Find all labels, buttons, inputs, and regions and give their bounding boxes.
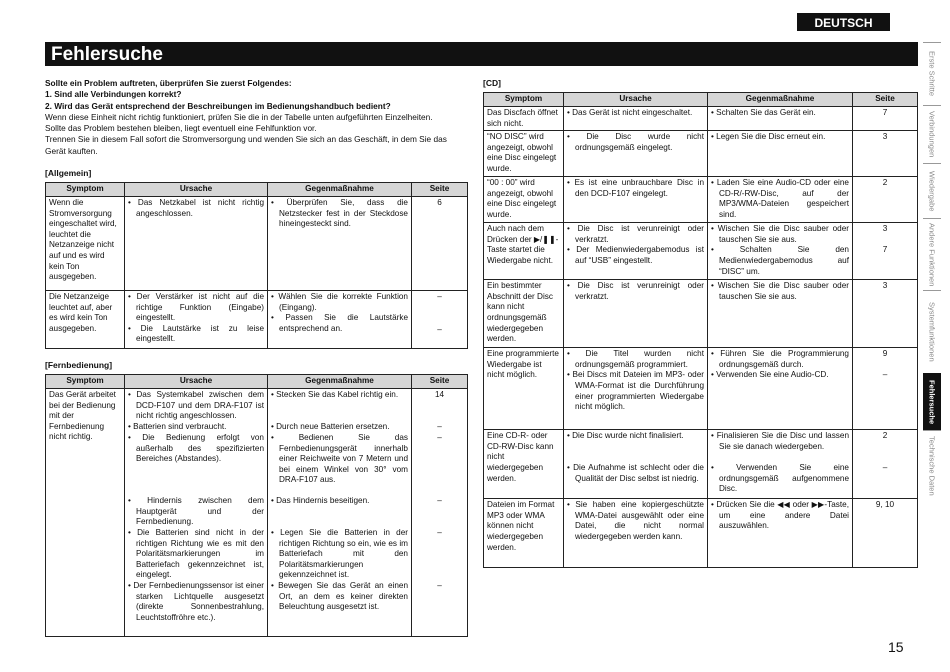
page-ref: – [437,292,442,301]
page-cell [853,223,918,280]
symptom-cell: Dateien im Format MP3 oder WMA können nicht wiedergegeben werden. [484,499,564,568]
bullet: • Führen Sie die Programmierung ordnungsgemäß durch. [711,349,849,369]
side-tabs [923,42,941,500]
cause-cell [564,499,708,568]
tab-label: Systemfunktionen [927,302,937,362]
table-row [484,223,918,280]
page-cell [853,280,918,348]
skip-back-icon: ◀◀ [777,500,791,510]
section-heading-cd: [CD] [483,78,501,88]
skip-forward-icon: ▶▶ [811,500,825,510]
play-pause-icon: ▶/❚❚ [533,234,556,244]
header-ursache: Ursache [564,93,708,107]
remedy-cell [268,291,412,349]
intro-bold-line: Sollte ein Problem auftreten, überprüfen Sie zuerst Folgendes: [45,78,292,88]
page-ref: 9 [882,349,888,359]
remedy-cell [708,430,853,499]
bullet: • Die Batterien sind nicht in der richtigen Richtung wie es mit den Polaritätsmarkierungen im Batteriefach gekennzeichnet ist, eingelegt. [128,528,264,580]
page-title: Fehlersuche [45,42,918,66]
bullet: • Die Titel wurden nicht ordnungsgemäß programmiert. [567,349,704,369]
page-ref: 2 [882,431,888,441]
intro-bold-line: 1. Sind alle Verbindungen korrekt? [45,89,182,100]
bullet: • Bewegen Sie das Gerät an einen Ort, an dem es keiner direkten Beleuchtung ausgesetzt ist. [271,581,408,612]
page-ref: 7 [882,245,888,255]
remedy-cell [268,197,412,291]
bullet: • Die Disc ist verunreinigt oder verkratzt. [567,281,704,301]
tab-andere-funktionen[interactable] [923,218,941,290]
cause-cell [564,280,708,348]
page-cell [853,499,918,568]
table-row [484,499,918,568]
table-header-row [46,375,468,389]
cause-cell [564,348,708,430]
header-seite: Seite [853,93,918,107]
intro-line: Wenn diese Einheit nicht richtig funktioniert, prüfen Sie die in der Tabelle unten aufgeführten Einzelheiten. [45,111,433,122]
table-row [484,131,918,177]
remedy-cell [708,348,853,430]
remedy-cell [708,131,853,177]
bullet: • Der Fernbedienungssensor ist einer starken Lichtquelle ausgesetzt (direkte Sonnenbestrahlung, Leuchtstoffröhre etc.). [128,581,264,622]
symptom-cell: Eine programmierte Wiedergabe ist nicht möglich. [484,348,564,430]
bullet: • Überprüfen Sie, dass die Netzstecker fest in der Steckdose hineingesteckt sind. [271,198,408,229]
page-number: 15 [888,639,904,655]
page-cell [853,131,918,177]
symptom-cell: Das Discfach öffnet sich nicht. [484,107,564,131]
tab-label: Verbindungen [927,111,937,158]
remedy-cell [708,177,853,223]
bullet: • Bedienen Sie das Fernbedienungsgerät innerhalb einer Reichweite von 7 Metern und bei einem Winkel von 30° vom DRA-F107 aus. [271,433,408,485]
header-gegen: Gegenmaßnahme [708,93,853,107]
table-row [484,280,918,348]
bullet: • Schalten Sie den Medienwiedergabemodus auf “DISC” um. [711,245,849,276]
page-cell [412,197,468,291]
intro-line: Sollte das Problem bestehen bleiben, liegt eventuell eine Fehlfunktion vor. [45,123,317,134]
bullet: • Drücken Sie die ◀◀ oder ▶▶-Taste, um eine andere Datei auszuwählen. [711,500,849,531]
header-gegen: Gegenmaßnahme [268,183,412,197]
bullet: • Finalisieren Sie die Disc und lassen Sie sie danach wiedergeben. [711,431,849,451]
page-cell [853,107,918,131]
bullet: • Bei Discs mit Dateien im MP3- oder WMA-Format ist die Durchführung einer programmierten Wiedergabe nicht möglich. [567,370,704,412]
bullet: • Wählen Sie die korrekte Funktion (Eingang). [271,292,408,312]
page-ref: – [437,581,442,590]
cause-cell [125,389,268,637]
bullet: • Wischen Sie die Disc sauber oder tauschen Sie sie aus. [711,224,849,244]
bullet: • Legen Sie die Disc erneut ein. [711,132,826,142]
page-ref: 7 [882,108,888,117]
header-ursache: Ursache [125,375,268,389]
bullet: • Passen Sie die Lautstärke entsprechend an. [271,313,408,333]
bullet: • Laden Sie eine Audio-CD oder eine CD-R/-RW-Disc, auf der MP3/WMA-Dateien gespeichert sind. [711,178,849,219]
tab-label: Andere Funktionen [927,222,937,287]
bullet: • Der Verstärker ist nicht auf die richtige Funktion (Eingabe) eingestellt. [128,292,264,323]
page-ref: 3 [882,224,888,234]
table-cd [483,92,918,568]
table-header-row [484,93,918,107]
symptom-cell: Eine CD-R- oder CD-RW-Disc kann nicht wiedergegeben werden. [484,430,564,499]
page-ref: 3 [882,132,888,142]
symptom-cell [484,223,564,280]
bullet: • Die Aufnahme ist schlecht oder die Qualität der Disc selbst ist niedrig. [567,463,704,483]
section-heading-fernbedienung: [Fernbedienung] [45,360,113,370]
page-ref: – [437,324,442,334]
bullet: • Stecken Sie das Kabel richtig ein. [271,390,399,399]
page-cell [412,291,468,349]
symptom-cell: “NO DISC” wird angezeigt, obwohl eine Disc eingelegt wurde. [484,131,564,177]
cause-cell [564,430,708,499]
table-row [46,291,468,349]
page-ref: – [437,528,442,537]
intro-bold-line: 2. Wird das Gerät entsprechend der Beschreibungen im Bedienungshandbuch bedient? [45,100,391,111]
page-ref: 6 [437,198,442,207]
tab-label: Technische Daten [927,435,937,496]
header-ursache: Ursache [125,183,268,197]
page-cell [412,389,468,637]
symptom-cell: Die Netzanzeige leuchtet auf, aber es wird kein Ton ausgegeben. [46,291,125,349]
bullet: • Der Medienwiedergabemodus ist auf “USB” eingestellt. [567,245,704,265]
remedy-text: -Taste, um eine andere Datei auszuwählen. [719,500,849,531]
bullet: • Hindernis zwischen dem Hauptgerät und der Fernbedienung. [128,496,264,527]
bullet: • Batterien sind verbraucht. [128,422,227,431]
cause-cell [564,131,708,177]
table-header-row [46,183,468,197]
bullet: • Schalten Sie das Gerät ein. [711,108,816,117]
tab-label: Fehlersuche [927,379,937,425]
tab-verbindungen[interactable] [923,105,941,163]
header-symptom: Symptom [46,375,125,389]
tab-fehlersuche[interactable] [923,373,941,430]
table-row [484,348,918,430]
page-ref: 3 [882,281,888,291]
symptom-text: -Taste startet die Wiedergabe nicht. [487,234,559,265]
cause-cell [564,107,708,131]
bullet: • Das Netzkabel ist nicht richtig angeschlossen. [128,198,264,218]
table-row [484,107,918,131]
table-allgemein [45,182,468,349]
page-ref: – [437,496,442,505]
page-ref: – [437,433,442,442]
bullet: • Die Disc ist verunreinigt oder verkratzt. [567,224,704,244]
bullet: • Wischen Sie die Disc sauber oder tauschen Sie sie aus. [711,281,849,301]
page-ref: – [882,370,888,380]
tab-erste-schritte[interactable] [923,42,941,105]
cause-cell [564,223,708,280]
bullet: • Das Hindernis beseitigen. [271,496,370,505]
page-cell [853,348,918,430]
header-seite: Seite [412,375,468,389]
table-fernbedienung [45,374,468,637]
table-row [46,389,468,637]
page-ref: 14 [434,390,445,399]
header-symptom: Symptom [484,93,564,107]
table-row [484,430,918,499]
page-ref: 9, 10 [875,500,895,510]
tab-systemfunktionen[interactable] [923,290,941,373]
bullet: • Die Disc wurde nicht finalisiert. [567,431,684,441]
remedy-cell [708,499,853,568]
tab-technische-daten[interactable] [923,430,941,500]
tab-label: Wiedergabe [927,170,937,212]
remedy-cell [708,280,853,348]
page-ref: – [437,422,442,431]
cause-cell [564,177,708,223]
table-row [46,197,468,291]
remedy-cell [268,389,412,637]
page-cell [853,177,918,223]
bullet: • Sie haben eine kopiergeschützte WMA-Datei ausgewählt oder eine Datei, die nicht normal wiedergegeben werden kann. [567,500,704,541]
page-cell [853,430,918,499]
bullet: • Die Bedienung erfolgt von außerhalb des spezifizierten Bereiches (Abstandes). [128,433,264,464]
page-ref: – [882,463,888,473]
remedy-cell [708,223,853,280]
bullet: • Verwenden Sie eine ordnungsgemäß aufgenommene Disc. [711,463,849,494]
table-row [484,177,918,223]
header-seite: Seite [412,183,468,197]
bullet: • Die Lautstärke ist zu leise eingestellt. [128,323,264,344]
cause-cell [125,197,268,291]
bullet: • Durch neue Batterien ersetzen. [271,422,390,431]
bullet: • Das Systemkabel zwischen dem DCD-F107 und dem DRA-F107 ist nicht richtig angeschlossen. [128,390,264,421]
remedy-cell [708,107,853,131]
section-heading-allgemein: [Allgemein] [45,168,92,178]
symptom-cell: Das Gerät arbeitet bei der Bedienung mit der Fernbedienung nicht richtig. [46,389,125,637]
bullet: • Verwenden Sie eine Audio-CD. [711,370,829,380]
intro-line: Trennen Sie in diesem Fall sofort die Stromversorgung und wenden Sie sich an das Geschäft, in dem Sie das Gerät kauften. [45,134,447,156]
symptom-text: Auch nach dem Drücken der [487,224,544,244]
remedy-text: Drücken Sie die [716,500,778,510]
page-ref: 2 [882,178,888,188]
header-gegen: Gegenmaßnahme [268,375,412,389]
header-symptom: Symptom [46,183,125,197]
bullet: • Das Gerät ist nicht eingeschaltet. [567,108,693,117]
tab-label: Erste Schritte [927,51,937,97]
bullet: • Die Disc wurde nicht ordnungsgemäß eingelegt. [567,132,704,152]
tab-wiedergabe[interactable] [923,163,941,218]
symptom-cell: Ein bestimmter Abschnitt der Disc kann nicht ordnungsgemäß wiedergegeben werden. [484,280,564,348]
symptom-cell: “00 : 00” wird angezeigt, obwohl eine Disc eingelegt wurde. [484,177,564,223]
bullet: • Es ist eine unbrauchbare Disc in den DCD-F107 eingelegt. [567,178,704,198]
bullet: • Legen Sie die Batterien in der richtigen Richtung so ein, wie es im Batteriefach mit den Polaritätsmarkierungen gekennzeichnet ist. [271,528,408,580]
symptom-cell: Wenn die Stromversorgung eingeschaltet wird, leuchtet die Netzanzeige nicht auf und es wird kein Ton ausgegeben. [46,197,125,291]
remedy-text: oder [790,500,812,510]
cause-cell [125,291,268,349]
language-badge: DEUTSCH [797,13,890,31]
intro-text [45,78,469,157]
